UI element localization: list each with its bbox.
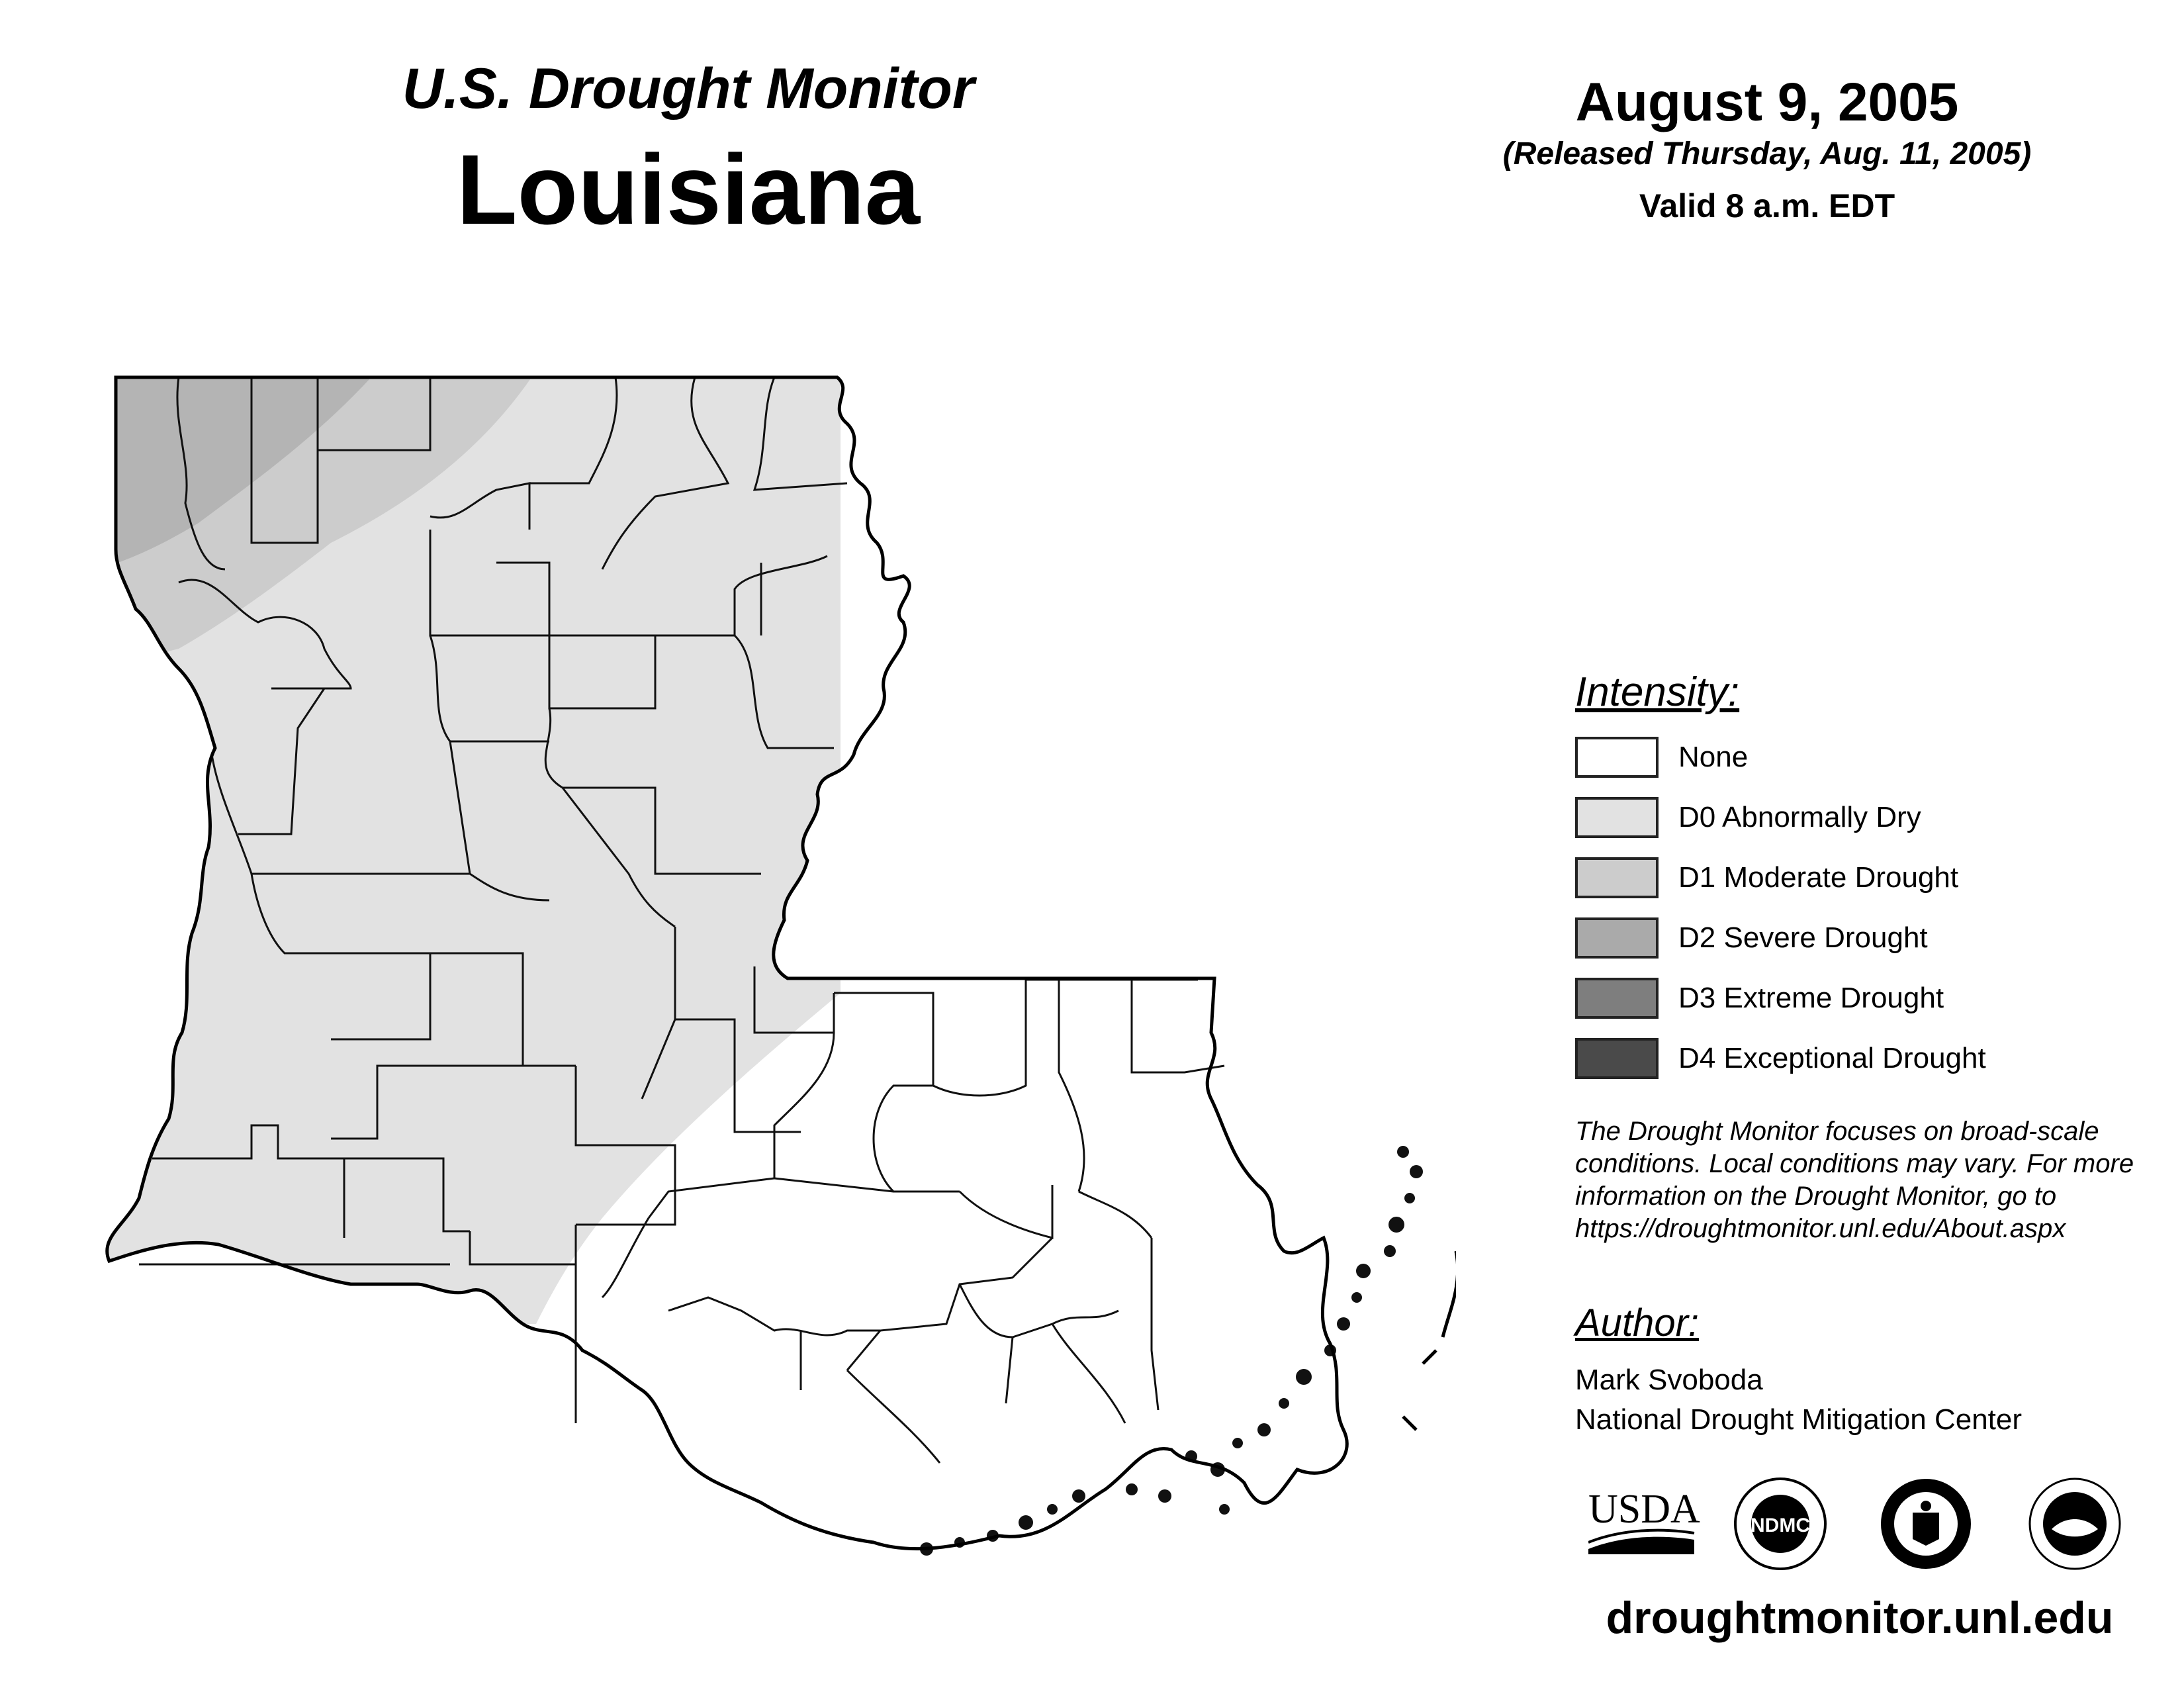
usda-logo-text: USDA — [1588, 1487, 1700, 1532]
chandeleur-islands — [1403, 1251, 1456, 1430]
legend-item-d3 — [1575, 976, 2171, 1019]
commerce-seal-icon — [1881, 1479, 1971, 1569]
author-name: Mark Svoboda — [1575, 1364, 1763, 1396]
author-heading: Author: — [1575, 1301, 1699, 1344]
valid-time: Valid 8 a.m. EDT — [1639, 187, 1895, 224]
legend-label: D1 Moderate Drought — [1678, 861, 1959, 894]
ndmc-logo — [1735, 1479, 1825, 1569]
ndmc-logo-text: NDMC — [1751, 1515, 1810, 1536]
legend-label: D2 Severe Drought — [1678, 921, 1928, 954]
legend-label: D0 Abnormally Dry — [1678, 800, 1921, 833]
drought-shading — [99, 371, 1456, 1628]
legend-swatch — [1575, 917, 1659, 959]
disclaimer-note: The Drought Monitor focuses on broad-scale conditions. Local conditions may vary. For more information on the Drought Monitor, go to https://droughtmonitor.unl.edu/About.aspx — [1575, 1117, 2134, 1243]
map-title: U.S. Drought Monitor — [402, 57, 975, 120]
map-date: August 9, 2005 — [1575, 72, 1959, 132]
release-date: (Released Thursday, Aug. 11, 2005) — [1502, 136, 2032, 171]
legend-item-d2 — [1575, 916, 2171, 959]
legend-item-d0 — [1575, 796, 2171, 839]
legend — [1575, 669, 2171, 1097]
legend-item-none — [1575, 735, 2171, 778]
state-title: Louisiana — [456, 134, 921, 245]
legend-title: Intensity: — [1575, 669, 1740, 715]
author-organization: National Drought Mitigation Center — [1575, 1403, 2023, 1436]
legend-swatch — [1575, 1038, 1659, 1079]
louisiana-drought-map — [99, 371, 1456, 1628]
legend-label: None — [1678, 740, 1749, 773]
website-url[interactable]: droughtmonitor.unl.edu — [1606, 1593, 2114, 1643]
noaa-logo-icon — [2030, 1479, 2120, 1569]
legend-label: D3 Extreme Drought — [1678, 981, 1944, 1014]
legend-swatch — [1575, 737, 1659, 778]
legend-item-d1 — [1575, 856, 2171, 899]
agency-logos — [1588, 1476, 2171, 1575]
legend-label: D4 Exceptional Drought — [1678, 1041, 1986, 1074]
legend-item-d4 — [1575, 1037, 2171, 1080]
legend-swatch — [1575, 857, 1659, 898]
usda-logo — [1588, 1487, 1700, 1554]
legend-swatch — [1575, 797, 1659, 838]
legend-swatch — [1575, 978, 1659, 1019]
